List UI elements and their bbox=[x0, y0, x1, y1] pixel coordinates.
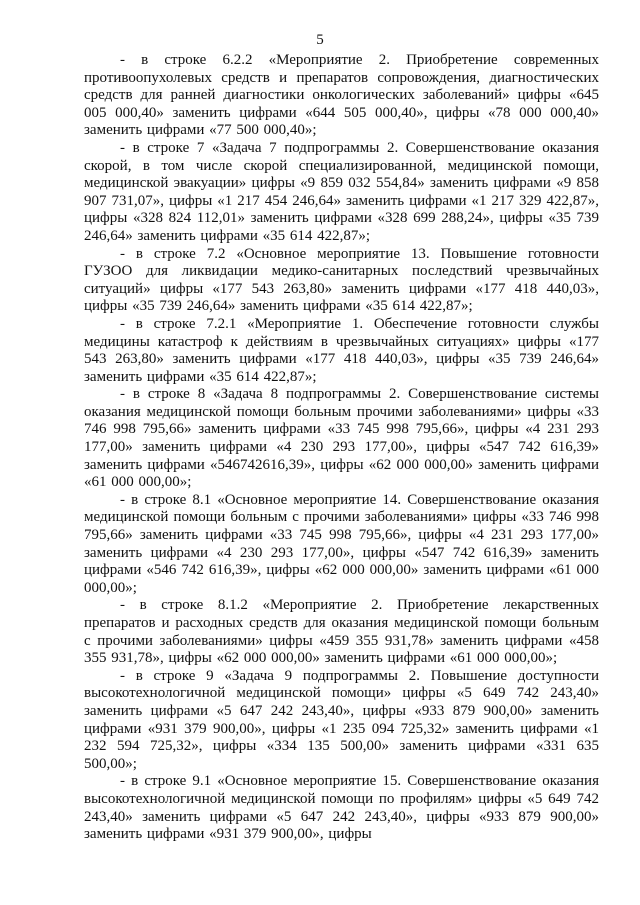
page-number: 5 bbox=[316, 32, 324, 48]
paragraph-line-9: - в строке 9 «Задача 9 подпрограммы 2. Повышение доступности высокотехнологичной медицинской помощи» цифры «5 649 742 243,40» заменить цифрами «5 647 242 243,40», цифры «933 879 900,00» заменить цифрами «931 379 900,00», цифры «1 235 094 725,32» заменить цифрами «1 232 594 725,32», цифры «334 135 500,00» заменить цифрами «331 635 500,00»; bbox=[84, 667, 599, 772]
paragraph-line-8: - в строке 8 «Задача 8 подпрограммы 2. Совершенствование системы оказания медицинской помощи больным прочими заболеваниями» цифры «33 746 998 795,66» заменить цифрами «33 745 998 795,66», цифры «4 231 293 177,00» заменить цифрами «4 230 293 177,00», цифры «547 742 616,39» заменить цифрами «546742616,39», цифры «62 000 000,00» заменить цифрами «61 000 000,00»; bbox=[84, 386, 599, 491]
paragraph-line-6-2-2: - в строке 6.2.2 «Мероприятие 2. Приобретение современных противоопухолевых средств и препаратов сопровождения, диагностических средств для ранней диагностики онкологических заболеваний» цифры «645 005 000,40» заменить цифрами «644 505 000,40», цифры «78 000 000,40» заменить цифрами «77 500 000,40»; bbox=[84, 52, 599, 139]
paragraph-line-7: - в строке 7 «Задача 7 подпрограммы 2. Совершенствование оказания скорой, в том числе скорой специализированной, медицинской помощи, медицинской эвакуации» цифры «9 859 032 554,84» заменить цифрами «9 858 907 731,07», цифры «1 217 454 246,64» заменить цифрами «1 217 329 422,87», цифры «328 824 112,01» заменить цифрами «328 699 288,24», цифры «35 739 246,64» заменить цифрами «35 614 422,87»; bbox=[84, 139, 599, 244]
document-body bbox=[84, 52, 599, 844]
paragraph-line-7-2: - в строке 7.2 «Основное мероприятие 13. Повышение готовности ГУЗОО для ликвидации медико-санитарных последствий чрезвычайных ситуаций» цифры «177 543 263,80» заменить цифрами «177 418 440,03», цифры «35 739 246,64» заменить цифрами «35 614 422,87»; bbox=[84, 245, 599, 315]
paragraph-line-8-1-2: - в строке 8.1.2 «Мероприятие 2. Приобретение лекарственных препаратов и расходных средств для оказания медицинской помощи больным с прочими заболеваниями» цифры «459 355 931,78» заменить цифрами «458 355 931,78», цифры «62 000 000,00» заменить цифрами «61 000 000,00»; bbox=[84, 597, 599, 667]
paragraph-line-9-1: - в строке 9.1 «Основное мероприятие 15. Совершенствование оказания высокотехнологичной медицинской помощи по профилям» цифры «5 649 742 243,40» заменить цифрами «5 647 242 243,40», цифры «933 879 900,00» заменить цифрами «931 379 900,00», цифры bbox=[84, 773, 599, 843]
paragraph-line-8-1: - в строке 8.1 «Основное мероприятие 14. Совершенствование оказания медицинской помощи больным с прочими заболеваниями» цифры «33 746 998 795,66» заменить цифрами «33 745 998 795,66», цифры «4 231 293 177,00» заменить цифрами «4 230 293 177,00», цифры «547 742 616,39» заменить цифрами «546 742 616,39», цифры «62 000 000,00» заменить цифрами «61 000 000,00»; bbox=[84, 491, 599, 596]
paragraph-line-7-2-1: - в строке 7.2.1 «Мероприятие 1. Обеспечение готовности службы медицины катастроф к действиям в чрезвычайных ситуациях» цифры «177 543 263,80» заменить цифрами «177 418 440,03», цифры «35 739 246,64» заменить цифрами «35 614 422,87»; bbox=[84, 315, 599, 385]
